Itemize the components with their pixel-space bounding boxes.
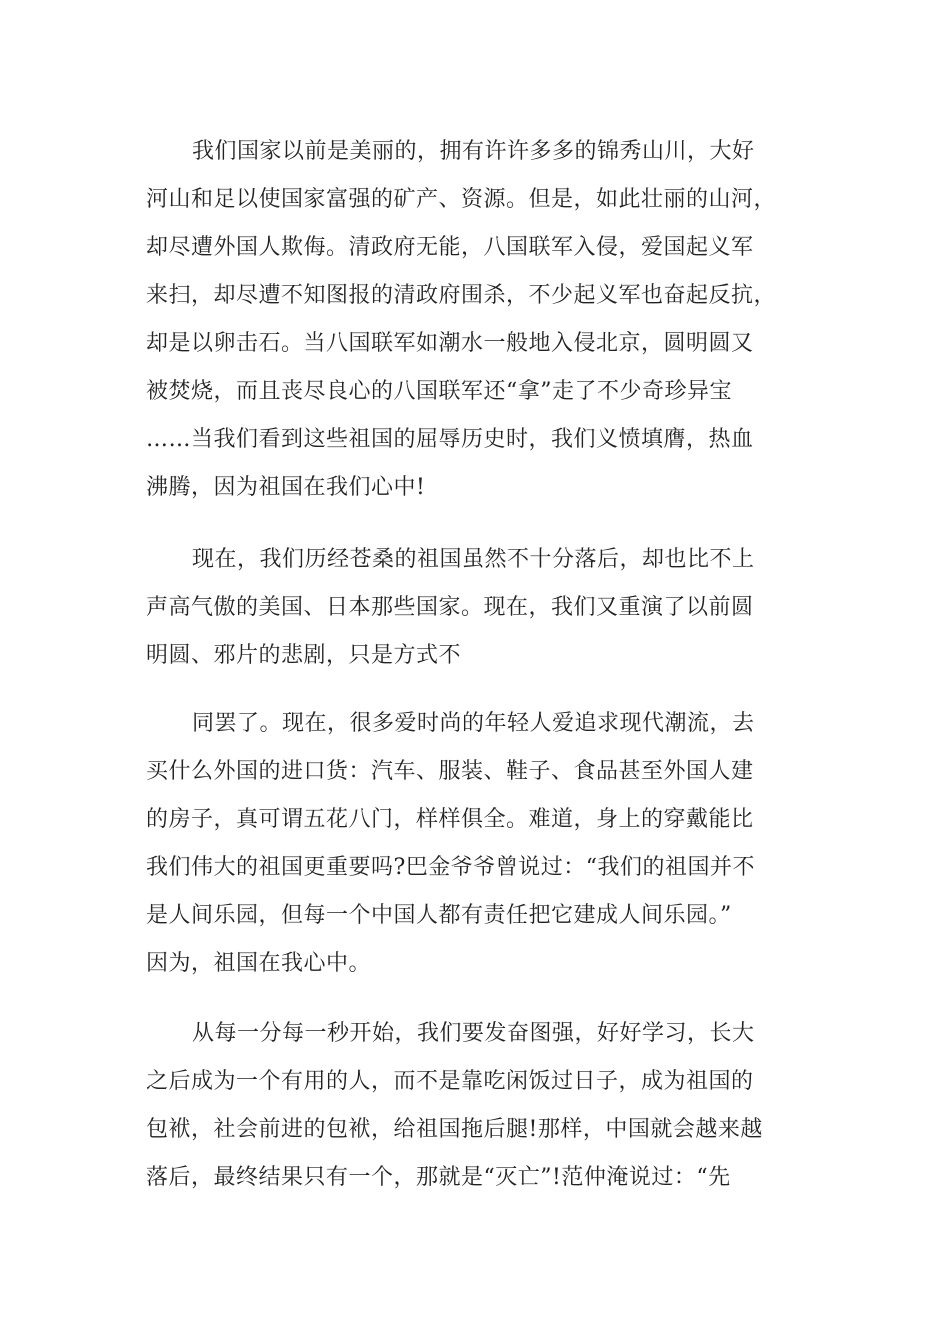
paragraph-line: 从每一分每一秒开始，我们要发奋图强，好好学习，长大 (192, 1021, 755, 1046)
paragraph-line: 现在，我们历经苍桑的祖国虽然不十分落后，却也比不上 (192, 547, 755, 572)
paragraph-line: 明圆、邪片的悲剧，只是方式不 (146, 643, 462, 668)
paragraph-line: 的房子，真可谓五花八门，样样俱全。难道，身上的穿戴能比 (146, 807, 754, 832)
paragraph-line: 包袱，社会前进的包袱，给祖国拖后腿!那样，中国就会越来越 (146, 1117, 763, 1142)
paragraph-line: 我们国家以前是美丽的，拥有许许多多的锦秀山川，大好 (192, 139, 755, 164)
paragraph-line: 我们伟大的祖国更重要吗?巴金爷爷曾说过：“我们的祖国并不 (146, 855, 756, 880)
paragraph-2 (146, 536, 811, 680)
paragraph-line: ……当我们看到这些祖国的屈辱历史时，我们义愤填膺，热血 (146, 427, 754, 452)
paragraph-line: 同罢了。现在，很多爱时尚的年轻人爱追求现代潮流，去 (192, 711, 755, 736)
paragraph-line: 是人间乐园，但每一个中国人都有责任把它建成人间乐园。” (146, 903, 732, 928)
paragraph-line: 声高气傲的美国、日本那些国家。现在，我们又重演了以前圆 (146, 595, 754, 620)
paragraph-1 (146, 128, 811, 512)
paragraph-line: 河山和足以使国家富强的矿产、资源。但是，如此壮丽的山河， (146, 187, 777, 212)
paragraph-line: 买什么外国的进口货：汽车、服装、鞋子、食品甚至外国人建 (146, 759, 754, 784)
paragraph-line: 沸腾，因为祖国在我们心中! (146, 475, 426, 500)
paragraph-line: 被焚烧，而且丧尽良心的八国联军还“拿”走了不少奇珍异宝 (146, 379, 732, 404)
paragraph-line: 落后，最终结果只有一个，那就是“灭亡”!范仲淹说过：“先 (146, 1165, 731, 1190)
paragraph-line: 来扫，却尽遭不知图报的清政府围杀，不少起义军也奋起反抗， (146, 283, 777, 308)
paragraph-line: 却尽遭外国人欺侮。清政府无能，八国联军入侵，爱国起义军 (146, 235, 754, 260)
paragraph-line: 因为，祖国在我心中。 (146, 951, 372, 976)
paragraph-3 (146, 700, 811, 988)
paragraph-line: 之后成为一个有用的人，而不是靠吃闲饭过日子，成为祖国的 (146, 1069, 754, 1094)
paragraph-4 (146, 1010, 811, 1202)
paragraph-line: 却是以卵击石。当八国联军如潮水一般地入侵北京，圆明圆又 (146, 331, 754, 356)
